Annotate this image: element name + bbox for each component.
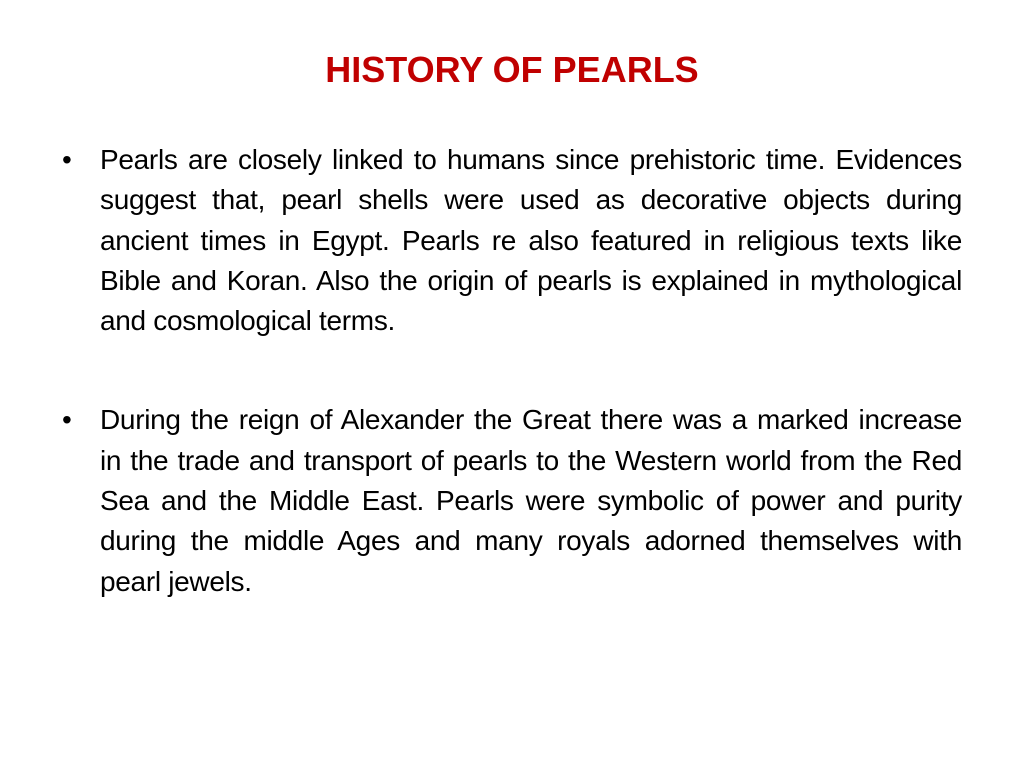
bullet-list: [62, 140, 962, 602]
slide-title: HISTORY OF PEARLS: [325, 49, 699, 90]
bullet-text: Pearls are closely linked to humans since prehistoric time. Evidences suggest that, pearl shells were used as decorative objects during ancient times in Egypt. Pearls re also featured in religious texts like Bible and Koran. Also the origin of pearls is explained in mythological and cosmological terms.: [100, 144, 962, 337]
bullet-text: During the reign of Alexander the Great there was a marked increase in the trade and transport of pearls to the Western world from the Red Sea and the Middle East. Pearls were symbolic of power and purity during the middle Ages and many royals adorned themselves with pearl jewels.: [100, 404, 962, 597]
bullet-point-icon: •: [62, 144, 72, 175]
bullet-item: [62, 400, 962, 601]
bullet-point-icon: •: [62, 404, 72, 436]
bullet-item: [62, 140, 962, 341]
